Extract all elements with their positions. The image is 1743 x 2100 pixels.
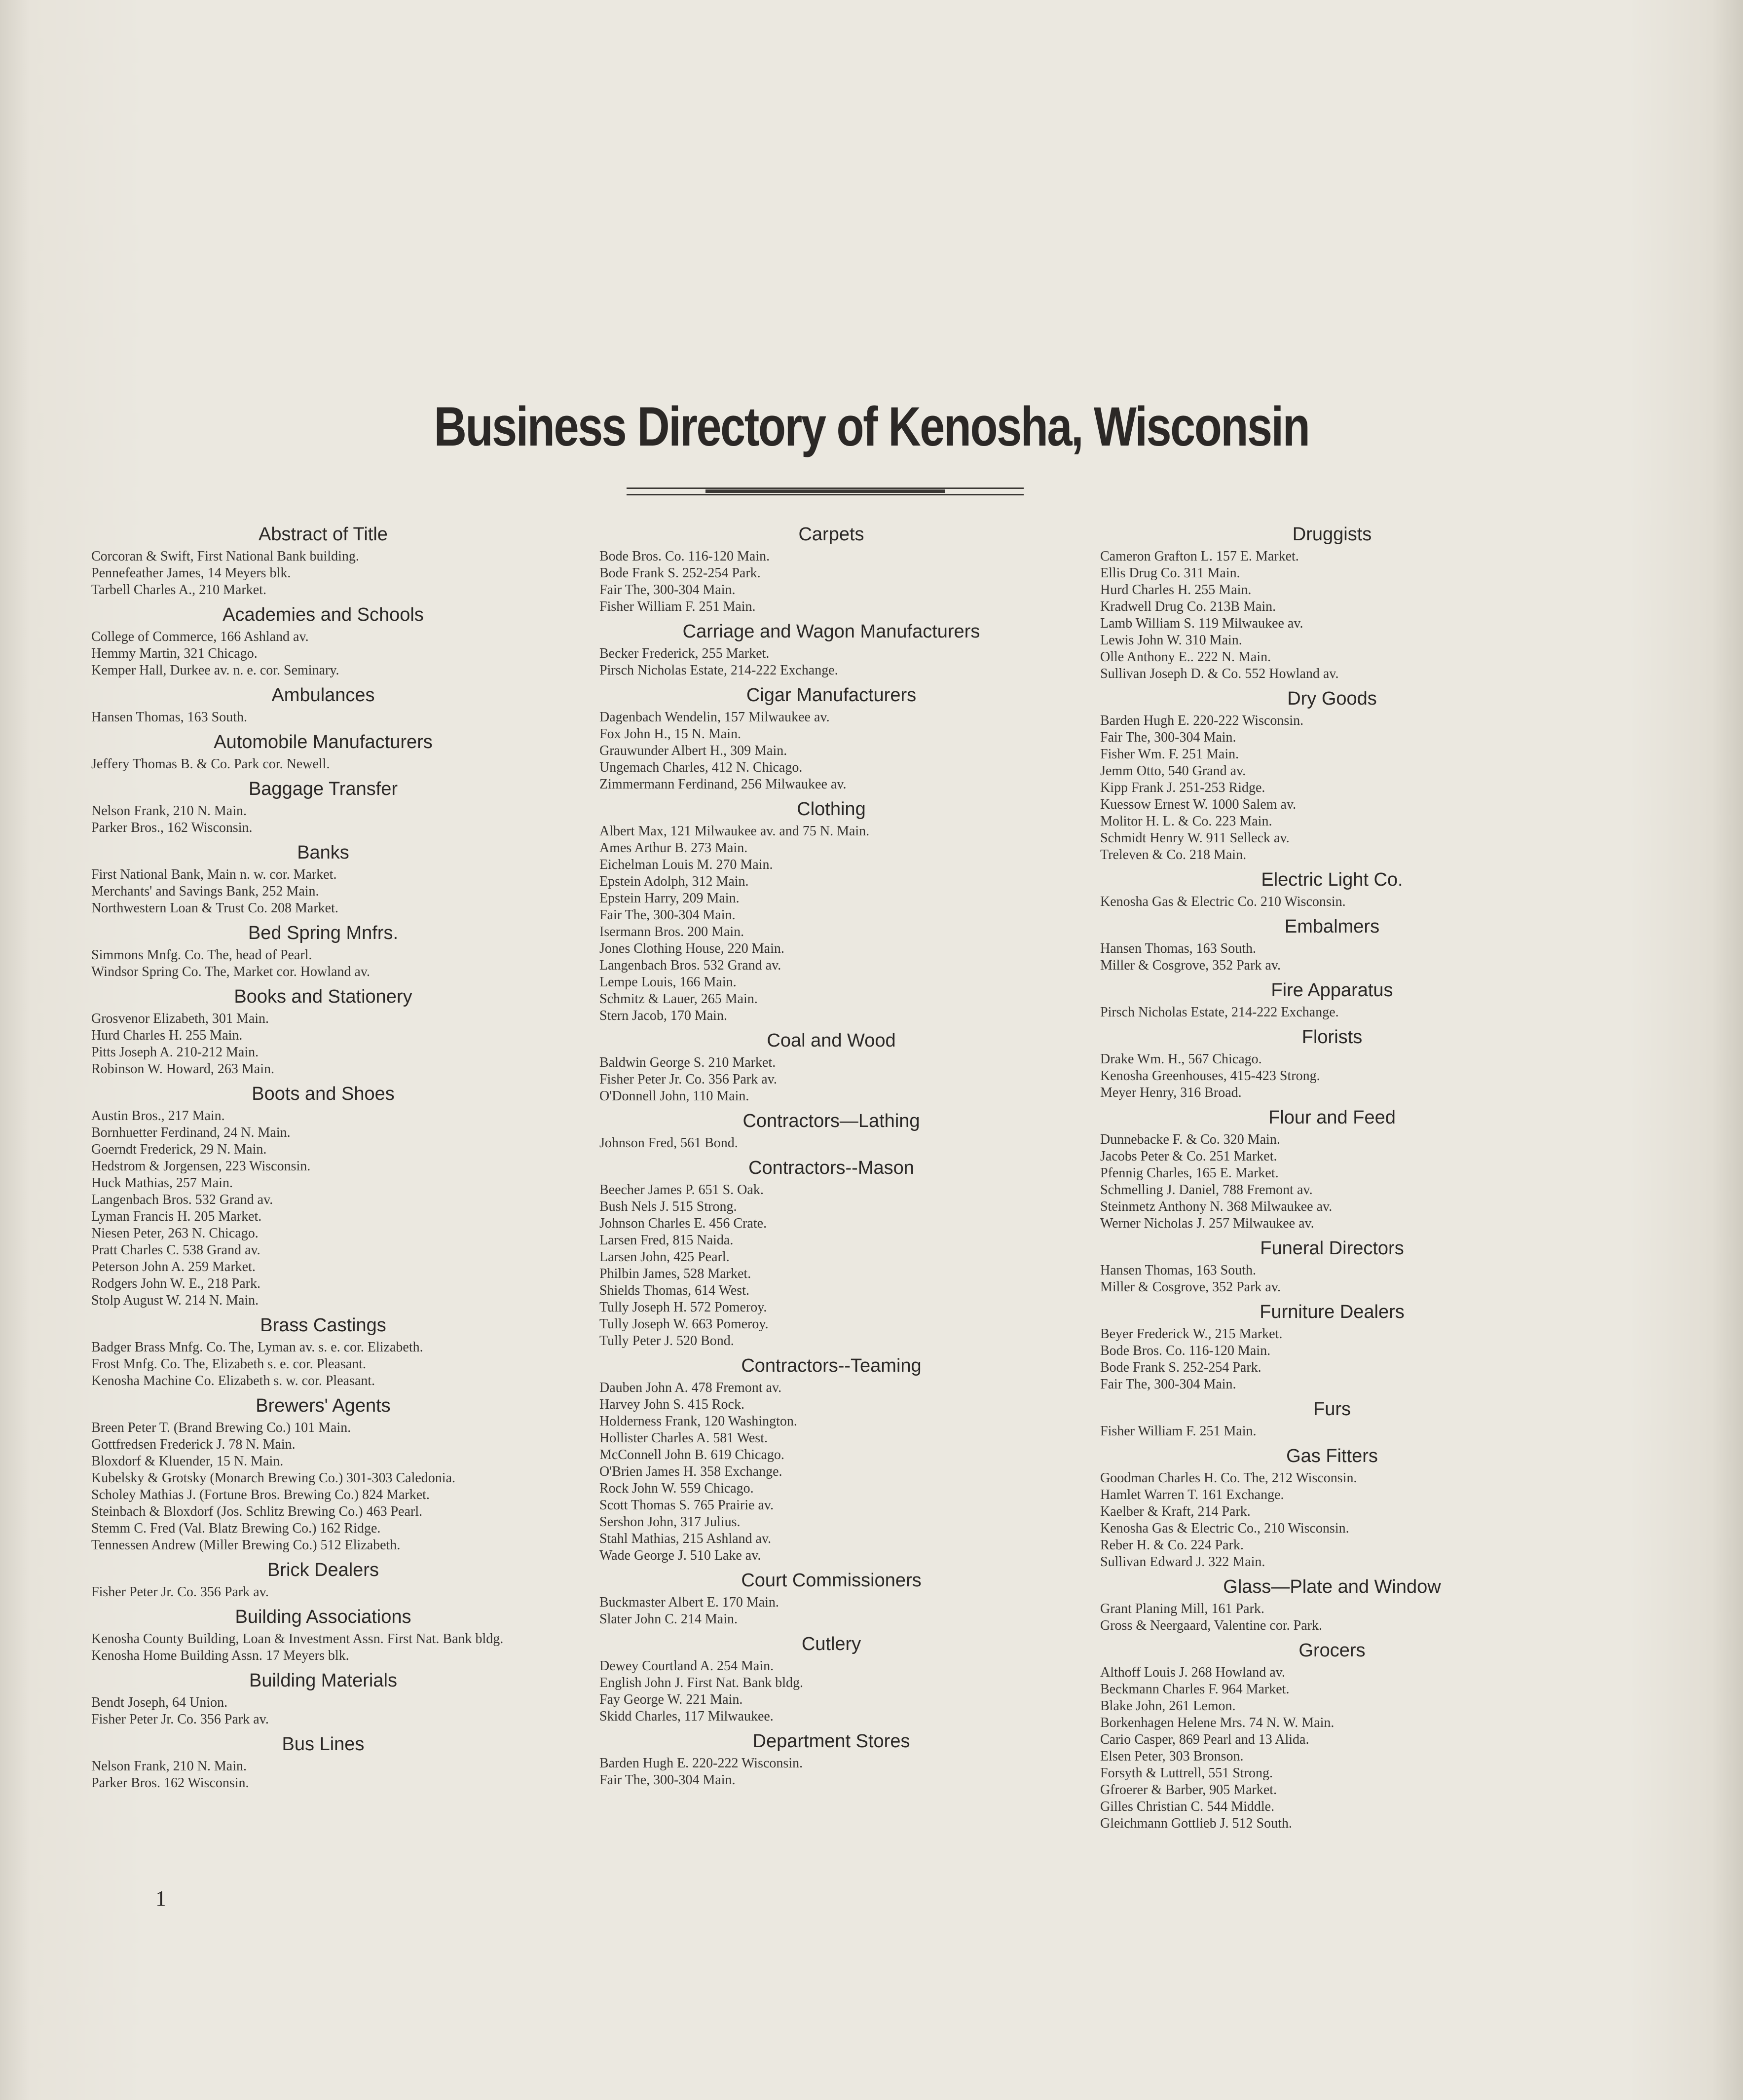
title-rule (627, 488, 1024, 497)
directory-entry: Parker Bros. 162 Wisconsin. (91, 1775, 249, 1791)
directory-entry: Beecher James P. 651 S. Oak. (599, 1182, 764, 1198)
directory-entry: Breen Peter T. (Brand Brewing Co.) 101 Main. (91, 1420, 351, 1435)
directory-entry: Larsen John, 425 Pearl. (599, 1249, 730, 1265)
directory-entry: Kaelber & Kraft, 214 Park. (1100, 1504, 1251, 1519)
directory-entry: Bornhuetter Ferdinand, 24 N. Main. (91, 1125, 291, 1140)
directory-entry: Drake Wm. H., 567 Chicago. (1100, 1051, 1262, 1067)
directory-entry: Bode Bros. Co. 116-120 Main. (1100, 1343, 1271, 1358)
directory-column-3 (1100, 524, 1564, 1832)
directory-entry: Epstein Harry, 209 Main. (599, 891, 740, 906)
directory-entry: Beckmann Charles F. 964 Market. (1100, 1682, 1290, 1697)
directory-entry: Wade George J. 510 Lake av. (599, 1548, 761, 1563)
directory-entry: Fisher Peter Jr. Co. 356 Park av. (91, 1712, 269, 1727)
section-heading: Florists (1301, 1027, 1363, 1048)
section-heading: Coal and Wood (767, 1030, 896, 1051)
directory-entry: Hurd Charles H. 255 Main. (1100, 582, 1252, 598)
directory-entry: Peterson John A. 259 Market. (91, 1259, 256, 1275)
rule-thin-top (627, 488, 1024, 489)
directory-section (599, 524, 1063, 615)
directory-entry: Kuessow Ernest W. 1000 Salem av. (1100, 797, 1297, 812)
directory-entry: Goodman Charles H. Co. The, 212 Wisconsin. (1100, 1470, 1357, 1486)
directory-section (599, 799, 1063, 1024)
directory-entry: Fisher William F. 251 Main. (599, 599, 756, 614)
directory-entry: Parker Bros., 162 Wisconsin. (91, 820, 253, 835)
section-heading: Building Associations (235, 1607, 411, 1627)
directory-entry: Kemper Hall, Durkee av. n. e. cor. Seminary. (91, 663, 339, 678)
directory-entry: Hansen Thomas, 163 South. (91, 710, 248, 725)
directory-entry: Bendt Joseph, 64 Union. (91, 1695, 228, 1710)
directory-entry: Miller & Cosgrove, 352 Park av. (1100, 958, 1281, 973)
directory-entry: Tully Joseph W. 663 Pomeroy. (599, 1316, 769, 1332)
directory-entry: Borkenhagen Helene Mrs. 74 N. W. Main. (1100, 1715, 1335, 1730)
directory-section (599, 621, 1063, 679)
directory-entry: Gross & Neergaard, Valentine cor. Park. (1100, 1618, 1322, 1633)
directory-entry: Buckmaster Albert E. 170 Main. (599, 1595, 779, 1610)
directory-entry: Forsyth & Luttrell, 551 Strong. (1100, 1765, 1273, 1781)
section-heading: Department Stores (752, 1731, 910, 1752)
directory-entry: Steinmetz Anthony N. 368 Milwaukee av. (1100, 1199, 1333, 1214)
directory-column-1 (91, 524, 555, 1792)
directory-entry: Baldwin George S. 210 Market. (599, 1055, 776, 1070)
section-heading: Boots and Shoes (252, 1084, 395, 1104)
directory-section (1100, 1302, 1564, 1393)
directory-entry: English John J. First Nat. Bank bldg. (599, 1675, 804, 1690)
directory-entry: Beyer Frederick W., 215 Market. (1100, 1326, 1283, 1342)
section-heading: Flour and Feed (1268, 1107, 1396, 1128)
directory-entry: Stahl Mathias, 215 Ashland av. (599, 1531, 772, 1546)
directory-section (91, 1315, 555, 1389)
directory-section (91, 524, 555, 599)
directory-entry: Fay George W. 221 Main. (599, 1692, 743, 1707)
directory-entry: Steinbach & Bloxdorf (Jos. Schlitz Brewing Co.) 463 Pearl. (91, 1504, 423, 1519)
directory-entry: Zimmermann Ferdinand, 256 Milwaukee av. (599, 777, 847, 792)
directory-section (91, 779, 555, 836)
directory-entry: Jones Clothing House, 220 Main. (599, 941, 784, 956)
section-heading: Funeral Directors (1260, 1238, 1404, 1259)
directory-section (91, 1395, 555, 1554)
directory-entry: Shields Thomas, 614 West. (599, 1283, 749, 1298)
directory-entry: Johnson Charles E. 456 Crate. (599, 1216, 767, 1231)
section-heading: Ambulances (271, 685, 375, 706)
directory-entry: Barden Hugh E. 220-222 Wisconsin. (599, 1756, 803, 1771)
directory-entry: Tennessen Andrew (Miller Brewing Co.) 512 Elizabeth. (91, 1538, 401, 1553)
directory-entry: Dauben John A. 478 Fremont av. (599, 1380, 782, 1395)
directory-entry: College of Commerce, 166 Ashland av. (91, 629, 309, 644)
directory-entry: Simmons Mnfg. Co. The, head of Pearl. (91, 947, 312, 963)
directory-entry: Epstein Adolph, 312 Main. (599, 874, 749, 889)
directory-entry: Jeffery Thomas B. & Co. Park cor. Newell. (91, 756, 330, 772)
directory-entry: Sershon John, 317 Julius. (599, 1514, 741, 1530)
directory-entry: Badger Brass Mnfg. Co. The, Lyman av. s. e. cor. Elizabeth. (91, 1340, 423, 1355)
section-heading: Automobile Manufacturers (214, 732, 433, 752)
directory-entry: Pirsch Nicholas Estate, 214-222 Exchange. (1100, 1005, 1339, 1020)
directory-entry: Fair The, 300-304 Main. (599, 582, 736, 598)
directory-section (91, 732, 555, 773)
section-heading: Furniture Dealers (1260, 1302, 1405, 1322)
directory-entry: Schmitz & Lauer, 265 Main. (599, 991, 758, 1007)
directory-entry: Langenbach Bros. 532 Grand av. (91, 1192, 273, 1207)
directory-entry: Frost Mnfg. Co. The, Elizabeth s. e. cor. Pleasant. (91, 1356, 367, 1372)
directory-entry: Albert Max, 121 Milwaukee av. and 75 N. Main. (599, 824, 870, 839)
directory-entry: Kenosha Home Building Assn. 17 Meyers blk. (91, 1648, 349, 1663)
directory-section (599, 1355, 1063, 1564)
directory-entry: Jemm Otto, 540 Grand av. (1100, 763, 1246, 779)
directory-entry: Stolp August W. 214 N. Main. (91, 1293, 259, 1308)
directory-entry: Dagenbach Wendelin, 157 Milwaukee av. (599, 710, 830, 725)
directory-entry: Treleven & Co. 218 Main. (1100, 847, 1247, 862)
section-heading: Building Materials (249, 1670, 397, 1691)
directory-entry: Tully Joseph H. 572 Pomeroy. (599, 1300, 767, 1315)
directory-entry: Langenbach Bros. 532 Grand av. (599, 958, 781, 973)
directory-entry: Blake John, 261 Lemon. (1100, 1698, 1236, 1714)
directory-entry: Corcoran & Swift, First National Bank building. (91, 549, 359, 564)
directory-section (1100, 1399, 1564, 1440)
directory-entry: Cameron Grafton L. 157 E. Market. (1100, 549, 1299, 564)
directory-entry: Slater John C. 214 Main. (599, 1612, 738, 1627)
directory-entry: Merchants' and Savings Bank, 252 Main. (91, 884, 319, 899)
directory-entry: Johnson Fred, 561 Bond. (599, 1135, 738, 1151)
directory-section (1100, 1107, 1564, 1232)
section-heading: Bed Spring Mnfrs. (248, 923, 399, 943)
directory-entry: Kipp Frank J. 251-253 Ridge. (1100, 780, 1265, 795)
directory-entry: Meyer Henry, 316 Broad. (1100, 1085, 1242, 1100)
directory-entry: Stern Jacob, 170 Main. (599, 1008, 727, 1023)
directory-section (599, 685, 1063, 793)
directory-entry: Kenosha Greenhouses, 415-423 Strong. (1100, 1068, 1320, 1084)
directory-entry: Skidd Charles, 117 Milwaukee. (599, 1709, 774, 1724)
directory-entry: Fisher Peter Jr. Co. 356 Park av. (91, 1584, 269, 1600)
directory-section (599, 1731, 1063, 1789)
section-heading: Cutlery (801, 1634, 861, 1654)
directory-entry: Kenosha Gas & Electric Co., 210 Wisconsin. (1100, 1521, 1349, 1536)
directory-entry: Gilles Christian C. 544 Middle. (1100, 1799, 1275, 1814)
section-heading: Academies and Schools (223, 604, 424, 625)
directory-section (91, 842, 555, 917)
directory-section (1100, 869, 1564, 910)
directory-entry: Becker Frederick, 255 Market. (599, 646, 770, 661)
directory-entry: Scholey Mathias J. (Fortune Bros. Brewing Co.) 824 Market. (91, 1487, 430, 1502)
directory-section (91, 1607, 555, 1664)
directory-section (91, 1560, 555, 1601)
directory-entry: Grauwunder Albert H., 309 Main. (599, 743, 787, 758)
directory-entry: Harvey John S. 415 Rock. (599, 1397, 744, 1412)
directory-entry: Hurd Charles H. 255 Main. (91, 1028, 243, 1043)
directory-entry: Fair The, 300-304 Main. (1100, 1377, 1236, 1392)
directory-entry: Gfroerer & Barber, 905 Market. (1100, 1782, 1277, 1798)
directory-entry: Bode Frank S. 252-254 Park. (1100, 1360, 1261, 1375)
directory-entry: Stemm C. Fred (Val. Blatz Brewing Co.) 162 Ridge. (91, 1521, 381, 1536)
directory-entry: Kenosha County Building, Loan & Investment Assn. First Nat. Bank bldg. (91, 1631, 504, 1647)
directory-entry: McConnell John B. 619 Chicago. (599, 1447, 784, 1462)
directory-section (91, 1734, 555, 1792)
directory-entry: Goerndt Frederick, 29 N. Main. (91, 1142, 267, 1157)
directory-entry: Kubelsky & Grotsky (Monarch Brewing Co.) 301-303 Caledonia. (91, 1470, 455, 1486)
directory-section (1100, 1027, 1564, 1101)
directory-entry: Niesen Peter, 263 N. Chicago. (91, 1226, 259, 1241)
directory-entry: Fair The, 300-304 Main. (599, 907, 736, 923)
directory-entry: Olle Anthony E.. 222 N. Main. (1100, 649, 1271, 665)
directory-entry: Nelson Frank, 210 N. Main. (91, 803, 247, 819)
section-heading: Banks (297, 842, 349, 863)
directory-entry: Fair The, 300-304 Main. (1100, 730, 1236, 745)
directory-entry: Fisher William F. 251 Main. (1100, 1424, 1257, 1439)
section-heading: Brewers' Agents (256, 1395, 391, 1416)
section-heading: Baggage Transfer (248, 779, 398, 799)
directory-entry: Scott Thomas S. 765 Prairie av. (599, 1498, 774, 1513)
directory-entry: Lempe Louis, 166 Main. (599, 975, 737, 990)
directory-entry: Werner Nicholas J. 257 Milwaukee av. (1100, 1216, 1314, 1231)
directory-section (1100, 1238, 1564, 1296)
section-heading: Brass Castings (260, 1315, 386, 1336)
directory-entry: Isermann Bros. 200 Main. (599, 924, 744, 939)
directory-entry: Grant Planing Mill, 161 Park. (1100, 1601, 1264, 1616)
directory-entry: Gleichmann Gottlieb J. 512 South. (1100, 1816, 1292, 1831)
directory-entry: O'Brien James H. 358 Exchange. (599, 1464, 782, 1479)
directory-entry: Larsen Fred, 815 Naida. (599, 1233, 734, 1248)
section-heading: Druggists (1292, 524, 1372, 545)
directory-entry: Rodgers John W. E., 218 Park. (91, 1276, 260, 1291)
directory-section (599, 1634, 1063, 1725)
section-heading: Embalmers (1284, 916, 1380, 937)
directory-entry: Dewey Courtland A. 254 Main. (599, 1658, 774, 1674)
directory-section (1100, 1640, 1564, 1832)
directory-entry: Robinson W. Howard, 263 Main. (91, 1061, 274, 1077)
directory-entry: Sullivan Edward J. 322 Main. (1100, 1554, 1265, 1570)
section-heading: Contractors—Lathing (742, 1111, 920, 1131)
directory-entry: Hollister Charles A. 581 West. (599, 1430, 768, 1446)
directory-entry: Ellis Drug Co. 311 Main. (1100, 565, 1240, 581)
directory-entry: Bode Bros. Co. 116-120 Main. (599, 549, 770, 564)
section-heading: Furs (1313, 1399, 1351, 1420)
directory-entry: Huck Mathias, 257 Main. (91, 1175, 233, 1191)
directory-entry: Hamlet Warren T. 161 Exchange. (1100, 1487, 1284, 1502)
directory-section (1100, 916, 1564, 974)
section-heading: Clothing (797, 799, 866, 820)
directory-section (91, 1670, 555, 1728)
section-heading: Cigar Manufacturers (746, 685, 917, 706)
rule-thick (705, 489, 945, 493)
directory-section (599, 1030, 1063, 1105)
directory-entry: Jacobs Peter & Co. 251 Market. (1100, 1149, 1277, 1164)
directory-entry: Lyman Francis H. 205 Market. (91, 1209, 262, 1224)
directory-entry: First National Bank, Main n. w. cor. Market. (91, 867, 337, 882)
directory-entry: Pennefeather James, 14 Meyers blk. (91, 565, 291, 581)
directory-entry: O'Donnell John, 110 Main. (599, 1088, 749, 1104)
directory-section (91, 1084, 555, 1309)
directory-section (599, 1570, 1063, 1628)
directory-entry: Gottfredsen Frederick J. 78 N. Main. (91, 1437, 296, 1452)
directory-entry: Pfennig Charles, 165 E. Market. (1100, 1165, 1279, 1181)
directory-entry: Nelson Frank, 210 N. Main. (91, 1759, 247, 1774)
directory-section (1100, 1446, 1564, 1571)
directory-section (91, 604, 555, 679)
directory-entry: Grosvenor Elizabeth, 301 Main. (91, 1011, 269, 1026)
section-heading: Brick Dealers (267, 1560, 379, 1580)
section-heading: Books and Stationery (234, 986, 412, 1007)
directory-entry: Hedstrom & Jorgensen, 223 Wisconsin. (91, 1159, 311, 1174)
section-heading: Carriage and Wagon Manufacturers (682, 621, 980, 642)
directory-entry: Bode Frank S. 252-254 Park. (599, 565, 761, 581)
directory-entry: Elsen Peter, 303 Bronson. (1100, 1749, 1244, 1764)
directory-entry: Fox John H., 15 N. Main. (599, 726, 742, 742)
directory-entry: Bush Nels J. 515 Strong. (599, 1199, 737, 1214)
directory-entry: Tully Peter J. 520 Bond. (599, 1333, 734, 1349)
directory-entry: Reber H. & Co. 224 Park. (1100, 1538, 1244, 1553)
directory-entry: Hansen Thomas, 163 South. (1100, 1263, 1257, 1278)
directory-entry: Schmidt Henry W. 911 Selleck av. (1100, 830, 1290, 846)
directory-entry: Sullivan Joseph D. & Co. 552 Howland av. (1100, 666, 1339, 681)
directory-entry: Pitts Joseph A. 210-212 Main. (91, 1045, 259, 1060)
section-heading: Grocers (1298, 1640, 1366, 1661)
section-heading: Fire Apparatus (1271, 980, 1393, 1001)
directory-entry: Rock John W. 559 Chicago. (599, 1481, 754, 1496)
directory-entry: Hansen Thomas, 163 South. (1100, 941, 1257, 956)
directory-entry: Lamb William S. 119 Milwaukee av. (1100, 616, 1303, 631)
directory-entry: Tarbell Charles A., 210 Market. (91, 582, 266, 598)
directory-section (91, 685, 555, 726)
section-heading: Abstract of Title (259, 524, 388, 545)
directory-section (1100, 688, 1564, 863)
directory-entry: Northwestern Loan & Trust Co. 208 Market. (91, 900, 338, 916)
directory-entry: Molitor H. L. & Co. 223 Main. (1100, 814, 1272, 829)
directory-entry: Fisher Peter Jr. Co. 356 Park av. (599, 1072, 777, 1087)
directory-entry: Philbin James, 528 Market. (599, 1266, 751, 1281)
page-number: 1 (155, 1886, 166, 1911)
directory-entry: Cario Casper, 869 Pearl and 13 Alida. (1100, 1732, 1309, 1747)
directory-entry: Schmelling J. Daniel, 788 Fremont av. (1100, 1182, 1313, 1198)
directory-entry: Kenosha Gas & Electric Co. 210 Wisconsin. (1100, 894, 1346, 909)
directory-entry: Bloxdorf & Kluender, 15 N. Main. (91, 1454, 284, 1469)
directory-entry: Fair The, 300-304 Main. (599, 1772, 736, 1788)
directory-entry: Austin Bros., 217 Main. (91, 1108, 225, 1124)
directory-entry: Hemmy Martin, 321 Chicago. (91, 646, 258, 661)
section-heading: Carpets (798, 524, 864, 545)
page-title: Business Directory of Kenosha, Wisconsin (434, 396, 1309, 457)
section-heading: Gas Fitters (1286, 1446, 1378, 1466)
directory-entry: Barden Hugh E. 220-222 Wisconsin. (1100, 713, 1304, 728)
directory-entry: Eichelman Louis M. 270 Main. (599, 857, 773, 872)
section-heading: Contractors--Teaming (741, 1355, 922, 1376)
directory-entry: Holderness Frank, 120 Washington. (599, 1414, 797, 1429)
section-heading: Dry Goods (1287, 688, 1377, 709)
directory-entry: Pratt Charles C. 538 Grand av. (91, 1242, 260, 1258)
directory-entry: Windsor Spring Co. The, Market cor. Howland av. (91, 964, 371, 979)
directory-entry: Ames Arthur B. 273 Main. (599, 840, 748, 856)
rule-thin-bottom (627, 494, 1024, 495)
section-heading: Glass—Plate and Window (1223, 1576, 1441, 1597)
directory-entry: Pirsch Nicholas Estate, 214-222 Exchange. (599, 663, 838, 678)
section-heading: Court Commissioners (741, 1570, 922, 1591)
section-heading: Contractors--Mason (748, 1158, 914, 1178)
directory-column-2 (599, 524, 1063, 1789)
directory-entry: Althoff Louis J. 268 Howland av. (1100, 1665, 1285, 1680)
directory-section (1100, 1576, 1564, 1634)
directory-entry: Dunnebacke F. & Co. 320 Main. (1100, 1132, 1280, 1147)
section-heading: Bus Lines (282, 1734, 365, 1755)
directory-section (91, 923, 555, 980)
directory-entry: Ungemach Charles, 412 N. Chicago. (599, 760, 803, 775)
directory-entry: Miller & Cosgrove, 352 Park av. (1100, 1279, 1281, 1295)
directory-section (599, 1158, 1063, 1350)
directory-entry: Kradwell Drug Co. 213B Main. (1100, 599, 1276, 614)
directory-section (599, 1111, 1063, 1152)
directory-entry: Fisher Wm. F. 251 Main. (1100, 747, 1239, 762)
directory-section (1100, 524, 1564, 682)
directory-section (91, 986, 555, 1078)
directory-entry: Lewis John W. 310 Main. (1100, 633, 1242, 648)
directory-entry: Kenosha Machine Co. Elizabeth s. w. cor. Pleasant. (91, 1373, 375, 1388)
directory-section (1100, 980, 1564, 1021)
section-heading: Electric Light Co. (1261, 869, 1403, 890)
